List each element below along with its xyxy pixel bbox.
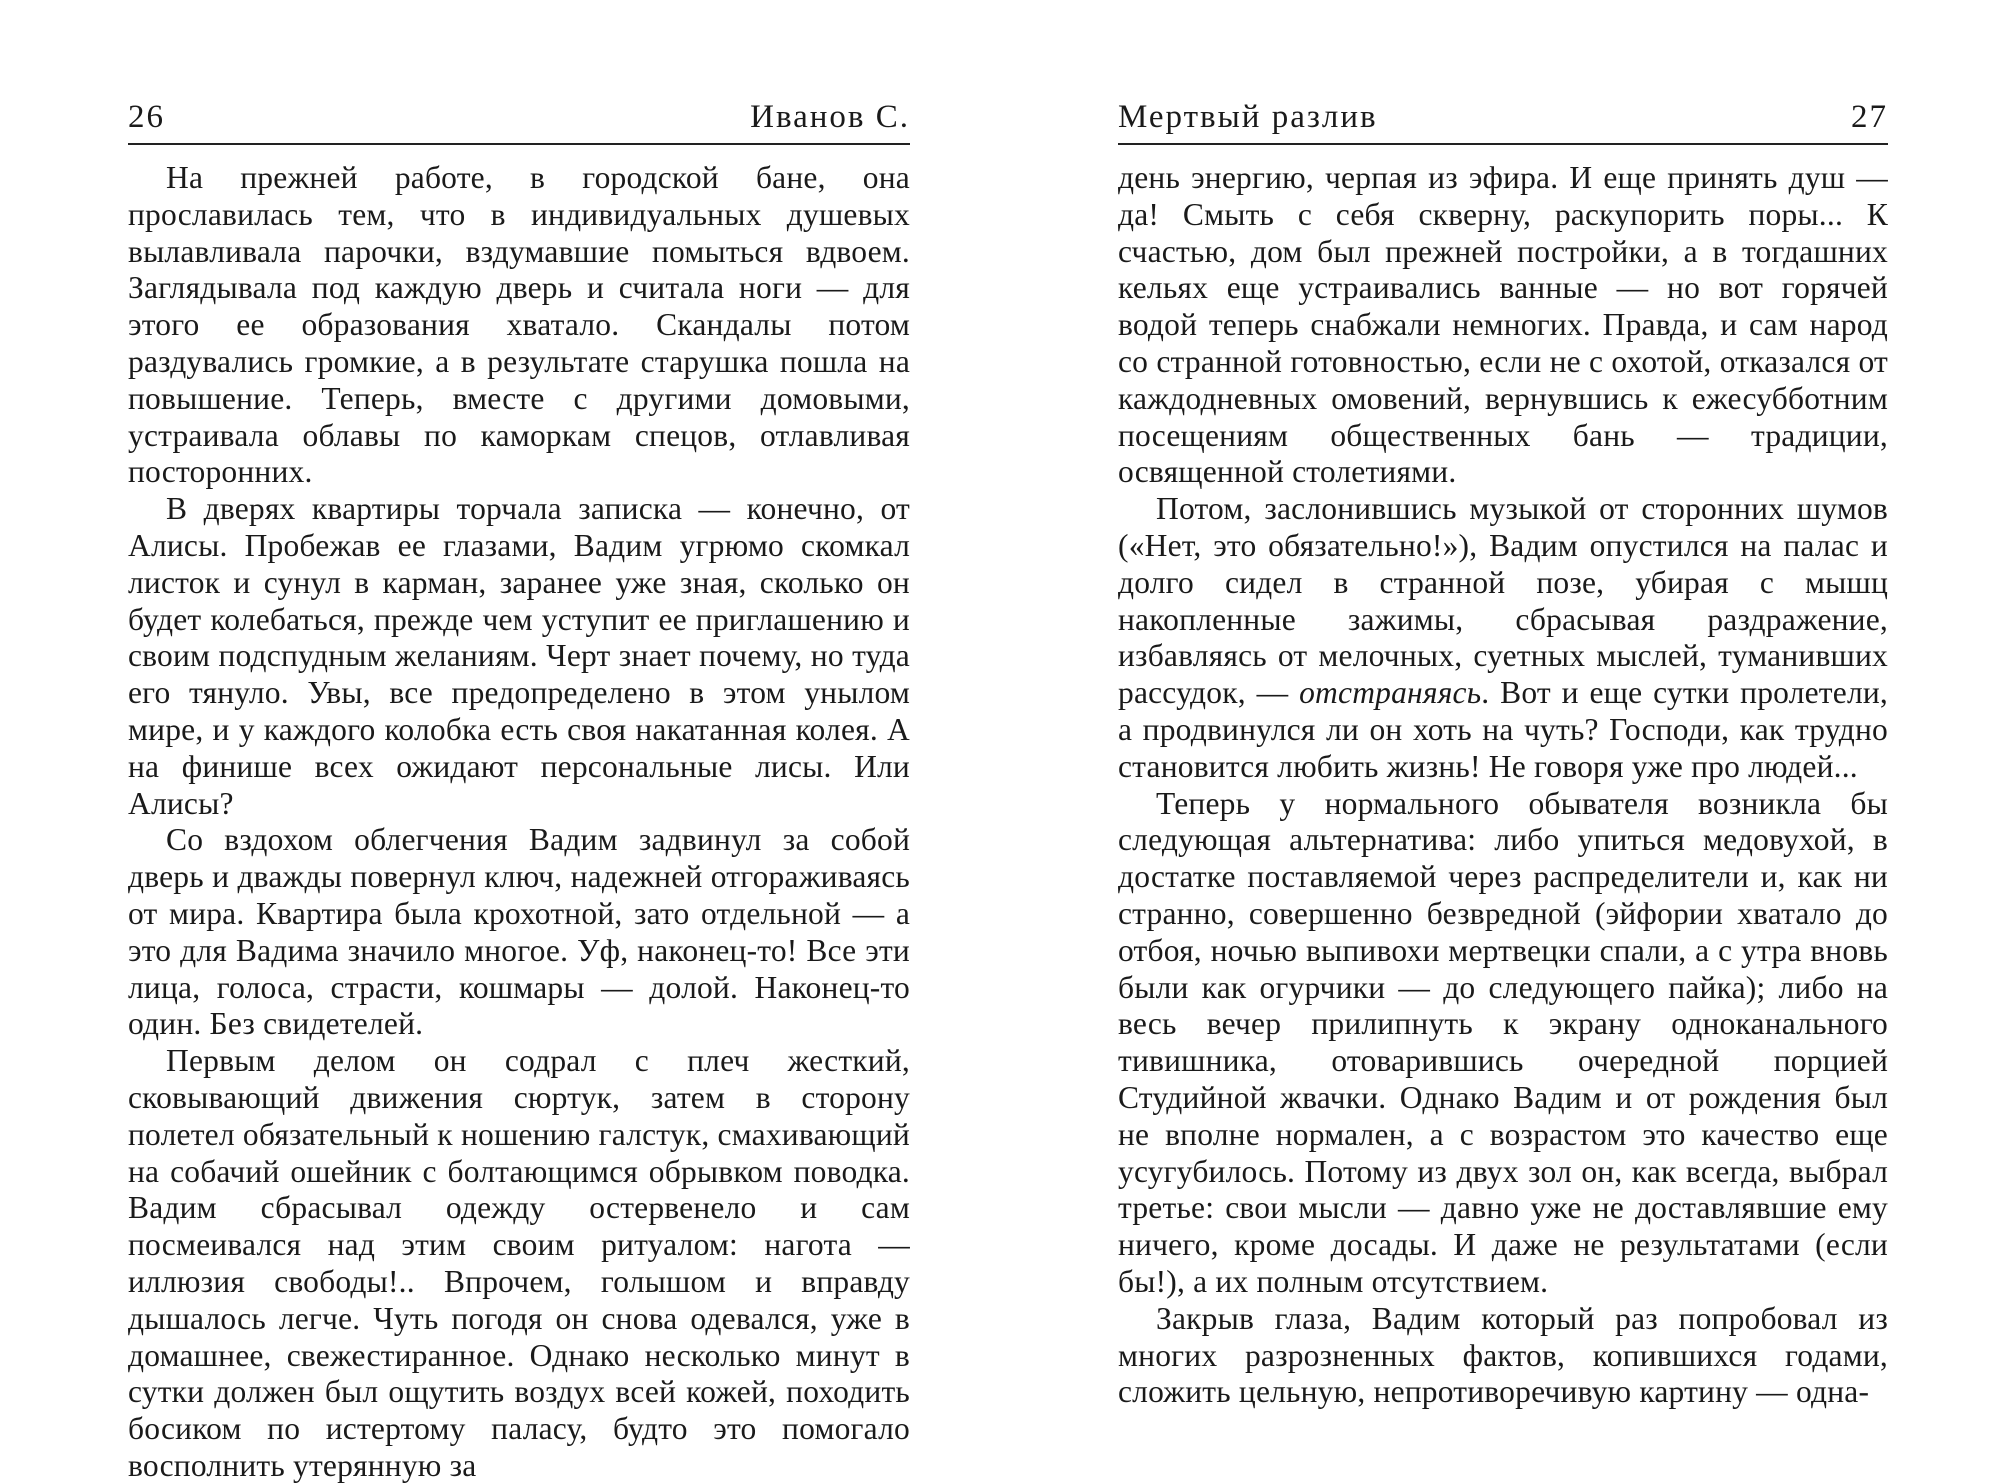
- header-rule: [128, 143, 910, 145]
- paragraph: Первым делом он содрал с плеч жесткий, сковывающий движения сюртук, затем в сторону полетел обязательный к ношению галстук, смахивающий на собачий ошейник с болтающимся обрывком поводка. Вадим сбрасывал одежду остервенело и сам посмеивался над этим своим ритуалом: нагота — иллюзия свободы!.. Впрочем, голышом и вправду дышалось легче. Чуть погодя он снова одевался, уже в домашнее, свежестиранное. Однако несколько минут в сутки должен был ощутить воздух всей кожей, походить босиком по истертому паласу, будто это помогало восполнить утерянную за: [128, 1043, 910, 1483]
- header-rule: [1118, 143, 1888, 145]
- paragraph: Закрыв глаза, Вадим который раз попробовал из многих разрозненных фактов, копившихся годами, сложить цельную, непротиворечивую картину — одна-: [1118, 1300, 1888, 1410]
- left-running-head: [128, 92, 910, 142]
- paragraph-text: Потом, заслонившись музыкой от сторонних шумов («Нет, это обязательно!»), Вадим опустился на палас и долго сидел в странной позе, убирая с мышц накопленные зажимы, сбрасывая раздражение, избавляясь от мелочных, суетных мыслей, туманивших рассудок, —: [1118, 491, 1888, 711]
- page-number: 27: [1851, 99, 1888, 135]
- paragraph: В дверях квартиры торчала записка — конечно, от Алисы. Пробежав ее глазами, Вадим угрюмо скомкал листок и сунул в карман, заранее уже зная, сколько он будет колебаться, прежде чем уступит ее приглашению и своим подспудным желаниям. Черт знает почему, но туда его тянуло. Увы, все предопределено в этом унылом мире, и у каждого колобка есть своя накатанная колея. А на финише всех ожидают персональные лисы. Или Алисы?: [128, 491, 910, 821]
- paragraph: Со вздохом облегчения Вадим задвинул за собой дверь и дважды повернул ключ, надежней отгораживаясь от мира. Квартира была крохотной, зато отдельной — а это для Вадима значило многое. Уф, наконец-то! Все эти лица, голоса, страсти, кошмары — долой. Наконец-то один. Без свидетелей.: [128, 822, 910, 1042]
- paragraph: На прежней работе, в городской бане, она прославилась тем, что в индивидуальных душевых вылавливала парочки, вздумавшие помыться вдвоем. Заглядывала под каждую дверь и считала ноги — для этого ее образования хватало. Скандалы потом раздувались громкие, а в результате старушка пошла на повышение. Теперь, вместе с другими домовыми, устраивала облавы по каморкам спецов, отлавливая посторонних.: [128, 160, 910, 490]
- running-title-author: Иванов С.: [750, 99, 910, 135]
- running-title-book: Мертвый разлив: [1118, 99, 1378, 135]
- right-page: [1118, 0, 1888, 1483]
- paragraph-text: . Вот и еще сутки пролетели, а продвинулся ли он хоть на чуть? Господи, как трудно становится любить жизнь! Не говоря уже про людей...: [1118, 675, 1889, 784]
- paragraph: [1118, 491, 1888, 785]
- right-running-head: [1118, 92, 1888, 142]
- emphasized-word: отстраняясь: [1299, 675, 1482, 711]
- page-number: 26: [128, 99, 165, 135]
- left-body-text: [128, 160, 910, 1483]
- paragraph-continued: день энергию, черпая из эфира. И еще принять душ — да! Смыть с себя скверну, раскупорить поры... К счастью, дом был прежней постройки, а в тогдашних кельях еще устраивались ванные — но вот горячей водой теперь снабжали немногих. Правда, и сам народ со странной готовностью, если не с охотой, отказался от каждодневных омовений, вернувшись к ежесубботним посещениям общественных бань — традиции, освященной столетиями.: [1118, 160, 1888, 490]
- left-page: [128, 0, 910, 1483]
- right-body-text: [1118, 160, 1888, 1411]
- paragraph: Теперь у нормального обывателя возникла бы следующая альтернатива: либо упиться медовухой, в достатке поставляемой через распределители и, как ни странно, совершенно безвредной (эйфории хватало до отбоя, ночью выпивохи мертвецки спали, а с утра вновь были как огурчики — до следующего пайка); либо на весь вечер прилипнуть к экрану одноканального тивишника, отоварившись очередной порцией Студийной жвачки. Однако Вадим и от рождения был не вполне нормален, а с возрастом это качество еще усугубилось. Потому из двух зол он, как всегда, выбрал третье: свои мысли — давно уже не доставлявшие ему ничего, кроме досады. И даже не результатами (если бы!), а их полным отсутствием.: [1118, 785, 1888, 1299]
